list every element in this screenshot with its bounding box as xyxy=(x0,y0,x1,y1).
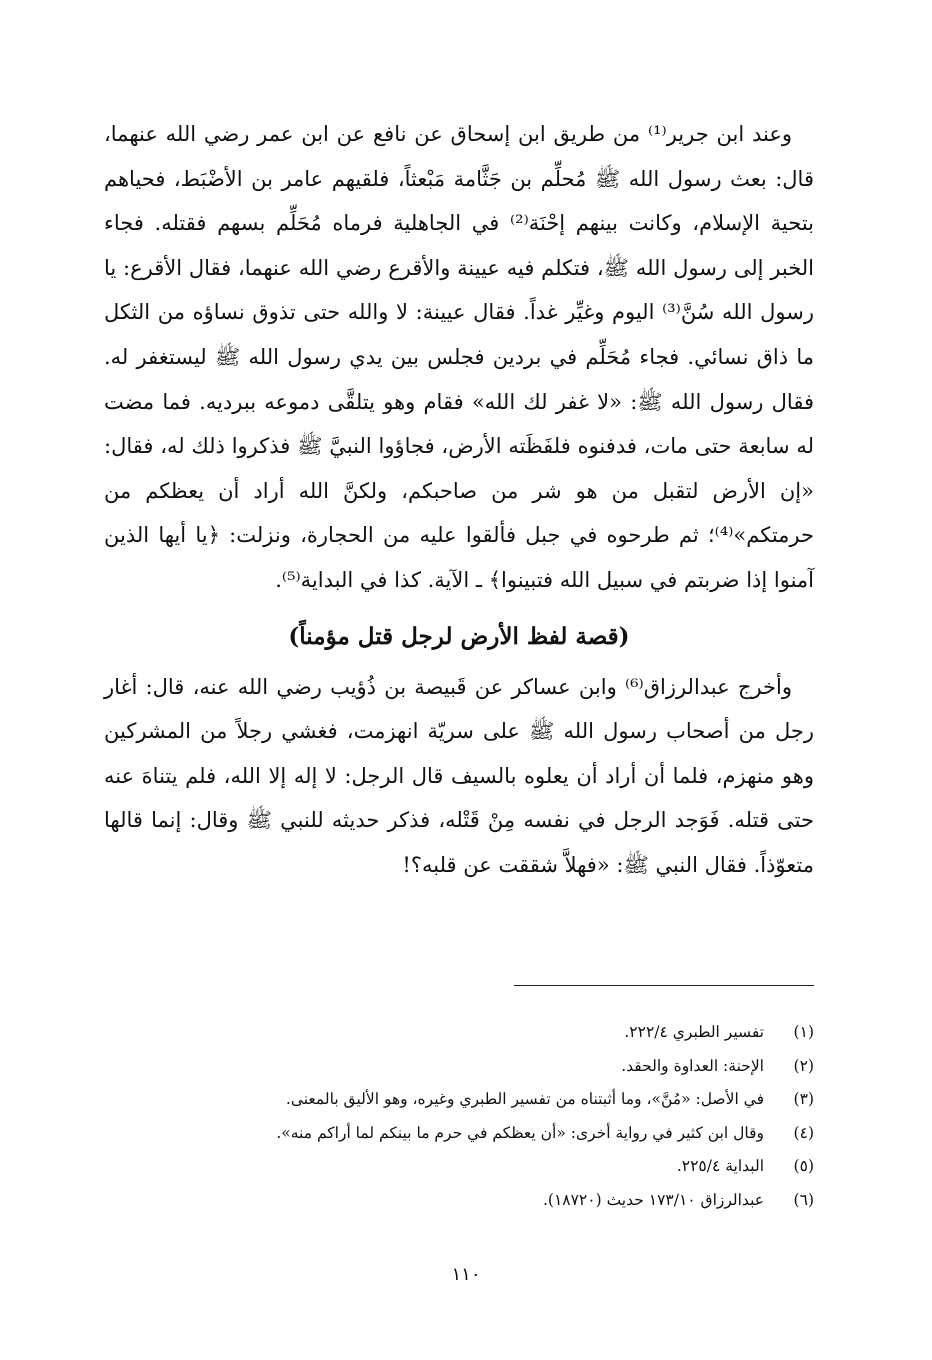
page-number: ١١٠ xyxy=(451,1264,481,1285)
footnote-divider xyxy=(514,985,814,986)
footnote-item xyxy=(104,1050,814,1084)
footnote-number: (٢) xyxy=(793,1056,814,1075)
footnote-item xyxy=(104,1184,814,1218)
footnote-item xyxy=(104,1117,814,1151)
section-heading: (قصة لفظ الأرض لرجل قتل مؤمناً) xyxy=(288,622,630,650)
paragraph-2: وأخرج عبدالرزاق⁽⁶⁾ وابن عساكر عن قَبيصة بن ذُؤيب رضي الله عنه، قال: أغار رجل من أصحاب رسول الله ﷺ على سريّة انهزمت، فغشي رجلاً من المشركين وهو منهزم، فلما أن أراد أن يعلوه بالسيف قال الرجل: لا إله إلا الله، فلم يتناهَ عنه حتى قتله. فَوَجد الرجل في نفسه مِنْ قَتْله، فذكر حديثه للنبي ﷺ وقال: إنما قالها متعوّذاً. فقال النبي ﷺ: «فهلاَّ شققت عن قلبه؟! xyxy=(104,674,814,877)
footnote-item xyxy=(104,1016,814,1050)
footnote-number: (٦) xyxy=(793,1190,814,1209)
footnote-text: الإحنة: العداوة والحقد. xyxy=(621,1056,764,1075)
footnote-number: (٥) xyxy=(793,1157,814,1175)
footnote-text: وقال ابن كثير في رواية أخرى: «أن يعظكم في حرم ما بينكم لما أراكم منه». xyxy=(276,1123,764,1142)
main-text xyxy=(104,112,814,888)
footnote-item xyxy=(104,1083,814,1117)
footnote-number: (١) xyxy=(793,1023,814,1041)
paragraph-1: وعند ابن جرير⁽¹⁾ من طريق ابن إسحاق عن نافع عن ابن عمر رضي الله عنهما، قال: بعث رسول الله ﷺ مُحلِّم بن جَثَّامة مَبْعثاً، فلقيهم عامر بن الأضْبَط، فحياهم بتحية الإسلام، وكانت بينهم إحْنَة⁽²⁾ في الجاهلية فرماه مُحَلِّم بسهم فقتله. فجاء الخبر إلى رسول الله ﷺ، فتكلم فيه عيينة والأقرع رضي الله عنهما، فقال الأقرع: يا رسول الله سُنَّ⁽³⁾ اليوم وغيِّر غداً. فقال عيينة: لا والله حتى تذوق نساؤه من الثكل ما ذاق نسائي. فجاء مُحَلِّم في بردين فجلس بين يدي رسول الله ﷺ ليستغفر له. فقال رسول الله ﷺ: «لا غفر لك الله» فقام وهو يتلقَّى دموعه ببرديه. فما مضت له سابعة حتى مات، فدفنوه فلفَظَته الأرض، فجاؤوا النبيَّ ﷺ فذكروا ذلك له، فقال: «إن الأرض لتقبل من هو شر من صاحبكم، ولكنَّ الله أراد أن يعظكم من حرمتكم»⁽⁴⁾؛ ثم طرحوه في جبل فألقوا عليه من الحجارة، ونزلت: ﴿يا أيها الذين آمنوا إذا ضربتم في سبيل الله فتبينوا﴾ ـ الآية. كذا في البداية⁽⁵⁾. xyxy=(104,122,815,592)
footnote-text: في الأصل: «مُنَّ»، وما أثبتناه من تفسير الطبري وغيره، وهو الأليق بالمعنى. xyxy=(285,1090,764,1108)
footnote-number: (٣) xyxy=(793,1090,814,1108)
footnote-text: تفسير الطبري ٢٢٢/٤. xyxy=(624,1023,764,1041)
footnote-number: (٤) xyxy=(793,1123,814,1142)
footnote-item xyxy=(104,1150,814,1184)
footnotes xyxy=(104,1016,814,1217)
footnote-text: البداية ٢٢٥/٤. xyxy=(676,1157,764,1175)
footnote-text: عبدالرزاق ١٧٣/١٠ حديث (١٨٧٢٠). xyxy=(542,1190,764,1209)
